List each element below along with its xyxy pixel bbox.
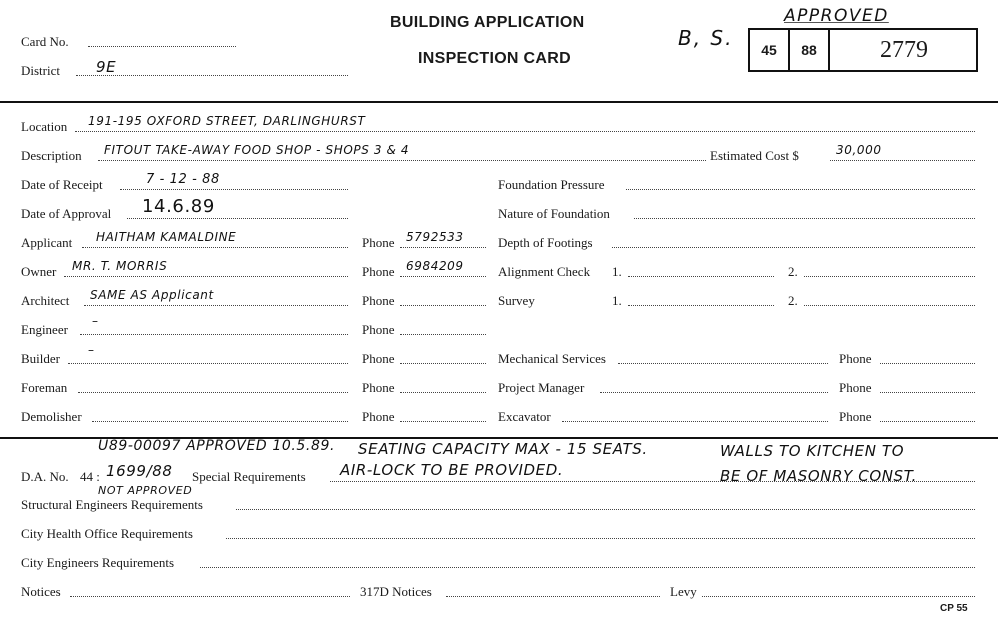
owner-value: MR. T. MORRIS (72, 259, 168, 273)
foreman-dotline (78, 392, 348, 393)
project-manager-phone-label: Phone (839, 380, 872, 395)
notices-label: Notices (21, 584, 61, 599)
architect-phone-label: Phone (362, 293, 395, 308)
engineer-phone-label: Phone (362, 322, 395, 337)
description-label: Description (21, 148, 82, 163)
mechanical-phone-label: Phone (839, 351, 872, 366)
mechanical-services-label: Mechanical Services (498, 351, 606, 366)
architect-dotline (84, 305, 348, 306)
district-label: District (21, 63, 60, 78)
special-requirements-label: Special Requirements (192, 469, 306, 484)
demolisher-label: Demolisher (21, 409, 82, 424)
applicant-label: Applicant (21, 235, 73, 250)
notices-317d-dotline (446, 596, 660, 597)
depth-of-footings-label: Depth of Footings (498, 235, 593, 250)
walls-note-line-1: WALLS TO KITCHEN TO (720, 442, 905, 460)
alignment-check-2: 2. (788, 264, 798, 279)
nature-of-foundation-label: Nature of Foundation (498, 206, 610, 221)
builder-phone-label: Phone (362, 351, 395, 366)
ref-number: 2779 (880, 36, 928, 63)
date-of-approval-label: Date of Approval (21, 206, 112, 221)
foundation-pressure-dotline (626, 189, 975, 190)
levy-dotline (702, 596, 975, 597)
seating-note: SEATING CAPACITY MAX - 15 SEATS. (358, 440, 648, 458)
description-value: FITOUT TAKE-AWAY FOOD SHOP - SHOPS 3 & 4 (104, 143, 410, 157)
survey-1-dotline (628, 305, 774, 306)
project-manager-dotline (600, 392, 828, 393)
architect-label: Architect (21, 293, 70, 308)
estimated-cost-value: 30,000 (836, 143, 882, 157)
city-health-label: City Health Office Requirements (21, 526, 193, 541)
city-health-dotline (226, 538, 975, 539)
date-of-approval-dotline (127, 218, 348, 219)
estimated-cost-dotline (830, 160, 975, 161)
depth-of-footings-dotline (612, 247, 975, 248)
date-of-receipt-label: Date of Receipt (21, 177, 103, 192)
foreman-label: Foreman (21, 380, 68, 395)
foundation-pressure-label: Foundation Pressure (498, 177, 605, 192)
location-label: Location (21, 119, 68, 134)
owner-phone-label: Phone (362, 264, 395, 279)
foreman-phone-label: Phone (362, 380, 395, 395)
excavator-phone-label: Phone (839, 409, 872, 424)
applicant-phone-value: 5792533 (406, 230, 464, 244)
not-approved-note: NOT APPROVED (98, 484, 193, 497)
engineer-dotline (80, 334, 348, 335)
district-value: 9E (96, 58, 117, 76)
alignment-check-2-dotline (804, 276, 975, 277)
approval-note: U89-00097 APPROVED 10.5.89. (98, 438, 336, 454)
survey-1: 1. (612, 293, 622, 308)
mechanical-services-dotline (618, 363, 828, 364)
city-engineers-dotline (200, 567, 975, 568)
architect-value: SAME AS Applicant (90, 288, 214, 302)
project-manager-phone-dotline (880, 392, 975, 393)
demolisher-phone-label: Phone (362, 409, 395, 424)
demolisher-phone-dotline (400, 421, 486, 422)
card-no-dotline (88, 46, 236, 47)
foreman-phone-dotline (400, 392, 486, 393)
nature-of-foundation-dotline (634, 218, 975, 219)
da-number-prefix: 44 : (80, 469, 100, 484)
builder-value: – (88, 343, 95, 357)
district-dotline (76, 75, 348, 76)
form-code: CP 55 (940, 603, 968, 614)
header-divider (0, 101, 998, 103)
project-manager-label: Project Manager (498, 380, 585, 395)
builder-label: Builder (21, 351, 60, 366)
levy-label: Levy (670, 584, 697, 599)
survey-2: 2. (788, 293, 798, 308)
owner-phone-dotline (400, 276, 486, 277)
airlock-note: AIR-LOCK TO BE PROVIDED. (340, 461, 564, 479)
owner-label: Owner (21, 264, 57, 279)
owner-phone-value: 6984209 (406, 259, 464, 273)
notices-317d-label: 317D Notices (360, 584, 432, 599)
title-line-1: BUILDING APPLICATION (390, 14, 585, 31)
date-of-receipt-dotline (120, 189, 348, 190)
builder-phone-dotline (400, 363, 486, 364)
date-of-receipt-value: 7 - 12 - 88 (146, 172, 220, 187)
owner-dotline (64, 276, 348, 277)
date-of-approval-value: 14.6.89 (142, 196, 215, 217)
da-number-label: D.A. No. (21, 469, 69, 484)
engineer-value: – (92, 314, 99, 328)
builder-dotline (68, 363, 348, 364)
reference-number-box (748, 28, 978, 72)
engineer-label: Engineer (21, 322, 68, 337)
walls-note-line-2: BE OF MASONRY CONST. (720, 467, 918, 485)
survey-2-dotline (804, 305, 975, 306)
special-requirements-dotline (330, 481, 975, 482)
engineer-phone-dotline (400, 334, 486, 335)
alignment-check-1-dotline (628, 276, 774, 277)
structural-engineers-dotline (236, 509, 975, 510)
architect-phone-dotline (400, 305, 486, 306)
demolisher-dotline (92, 421, 348, 422)
ref-part-1: 45 (750, 30, 790, 70)
card-no-label: Card No. (21, 34, 69, 49)
excavator-label: Excavator (498, 409, 551, 424)
excavator-phone-dotline (880, 421, 975, 422)
approved-stamp: APPROVED (784, 6, 889, 26)
notices-dotline (70, 596, 350, 597)
location-value: 191-195 OXFORD STREET, DARLINGHURST (88, 114, 366, 128)
estimated-cost-label: Estimated Cost $ (710, 148, 799, 163)
excavator-dotline (562, 421, 828, 422)
title-line-2: INSPECTION CARD (418, 50, 571, 67)
da-number-value: 1699/88 (106, 462, 173, 480)
alignment-check-label: Alignment Check (498, 264, 591, 279)
applicant-value: HAITHAM KAMALDINE (96, 230, 237, 244)
survey-label: Survey (498, 293, 535, 308)
location-dotline (75, 131, 975, 132)
bs-annotation: B, S. (678, 26, 734, 50)
applicant-dotline (82, 247, 348, 248)
alignment-check-1: 1. (612, 264, 622, 279)
structural-engineers-label: Structural Engineers Requirements (21, 497, 203, 512)
city-engineers-label: City Engineers Requirements (21, 555, 175, 570)
applicant-phone-dotline (400, 247, 486, 248)
description-dotline (98, 160, 706, 161)
mechanical-phone-dotline (880, 363, 975, 364)
applicant-phone-label: Phone (362, 235, 395, 250)
ref-part-2: 88 (790, 30, 830, 70)
